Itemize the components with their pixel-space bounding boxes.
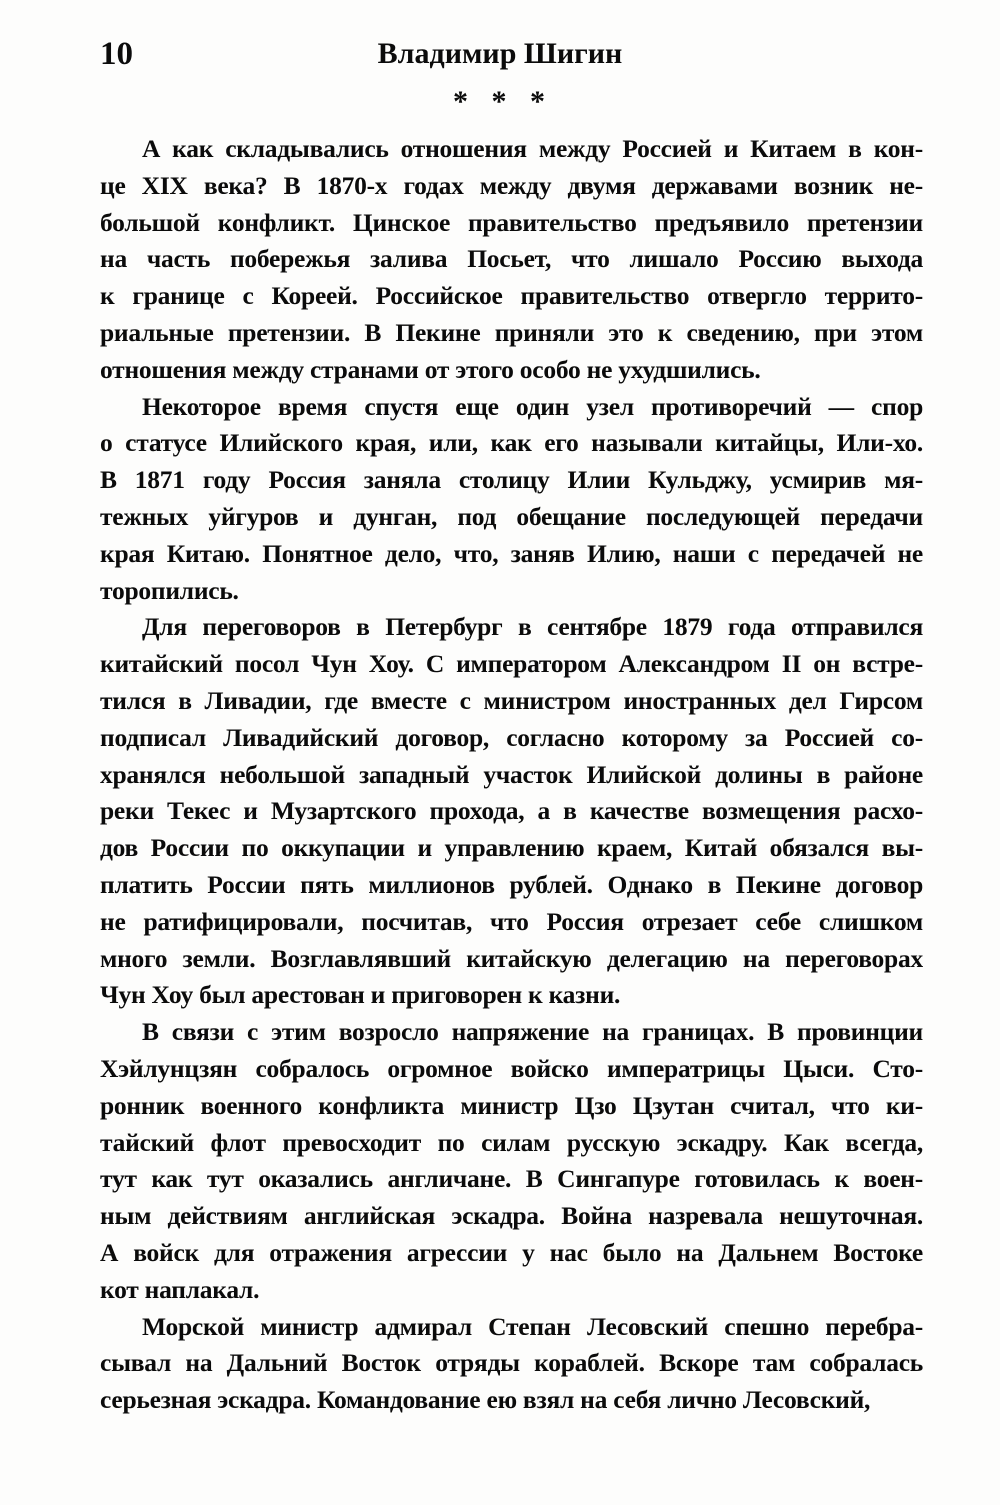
text-line: риальные претензии. В Пекине приняли это к сведению, при этом	[100, 317, 923, 347]
text-line: торопились.	[100, 575, 239, 605]
text-line: Некоторое время спустя еще один узел противоречий — спор	[142, 391, 923, 421]
text-line: ным действиям английская эскадра. Война назревала нешуточная.	[100, 1201, 923, 1231]
paragraph	[100, 131, 923, 389]
paragraph	[100, 1014, 923, 1308]
text-line: кот наплакал.	[100, 1274, 260, 1304]
text-line: платить России пять миллионов рублей. Однако в Пекине договор	[100, 869, 923, 899]
text-line: Морской министр адмирал Степан Лесовский спешно перебра-	[142, 1311, 923, 1341]
page-header	[0, 34, 1000, 74]
paragraph	[100, 1309, 923, 1419]
page-number: 10	[100, 36, 133, 72]
text-line: к границе с Кореей. Российское правительство отвергло террито-	[100, 281, 923, 311]
text-line: не ратифицировали, посчитав, что Россия отрезает себе слишком	[100, 906, 923, 936]
text-line: китайский посол Чун Хоу. С императором Александром II он встре-	[100, 649, 923, 679]
text-line: отношения между странами от этого особо не ухудшились.	[100, 354, 761, 384]
paragraph	[100, 609, 923, 1014]
section-separator: * * *	[453, 85, 547, 118]
text-line: на часть побережья залива Посьет, что лишало Россию выхода	[100, 244, 923, 274]
body-text	[100, 131, 923, 1419]
paragraph	[100, 389, 923, 610]
text-line: це XIX века? В 1870-х годах между двумя державами возник не-	[100, 170, 923, 200]
text-line: А как складывались отношения между Россией и Китаем в кон-	[142, 134, 923, 163]
text-line: Для переговоров в Петербург в сентябре 1879 года отправился	[142, 612, 923, 642]
text-line: тайский флот превосходит по силам русскую эскадру. Как всегда,	[100, 1127, 923, 1157]
text-line: хранялся небольшой западный участок Илийской долины в районе	[100, 759, 923, 789]
text-line: много земли. Возглавлявший китайскую делегацию на переговорах	[100, 943, 923, 973]
text-line: края Китаю. Понятное дело, что, заняв Илию, наши с передачей не	[100, 538, 923, 568]
text-line: А войск для отражения агрессии у нас было на Дальнем Востоке	[100, 1237, 923, 1267]
text-line: подписал Ливадийский договор, согласно которому за Россией со-	[100, 722, 923, 752]
text-line: Чун Хоу был арестован и приговорен к казни.	[100, 980, 621, 1010]
text-line: В связи с этим возросло напряжение на границах. В провинции	[142, 1017, 923, 1047]
text-line: В 1871 году Россия заняла столицу Илии Кульджу, усмирив мя-	[100, 465, 923, 495]
text-line: тился в Ливадии, где вместе с министром иностранных дел Гирсом	[100, 685, 923, 715]
text-line: реки Текес и Музартского прохода, а в качестве возмещения расхо-	[100, 796, 923, 826]
text-line: тут как тут оказались англичане. В Сингапуре готовилась к воен-	[100, 1164, 923, 1194]
text-line: Хэйлунцзян собралось огромное войско императрицы Цыси. Сто-	[100, 1053, 923, 1083]
text-line: большой конфликт. Цинское правительство предъявило претензии	[100, 207, 923, 237]
text-line: сывал на Дальний Восток отряды кораблей. Вскоре там собралась	[100, 1348, 923, 1378]
text-line: ронник военного конфликта министр Цзо Цзутан считал, что ки-	[100, 1090, 923, 1120]
text-line: тежных уйгуров и дунган, под обещание последующей передачи	[100, 501, 923, 531]
text-line: серьезная эскадра. Командование ею взял на себя лично Лесовский,	[100, 1385, 871, 1415]
text-line: о статусе Илийского края, или, как его называли китайцы, Или-хо.	[100, 428, 923, 458]
text-line: дов России по оккупации и управлению краем, Китай обязался вы-	[100, 833, 923, 863]
running-title: Владимир Шигин	[377, 37, 623, 70]
